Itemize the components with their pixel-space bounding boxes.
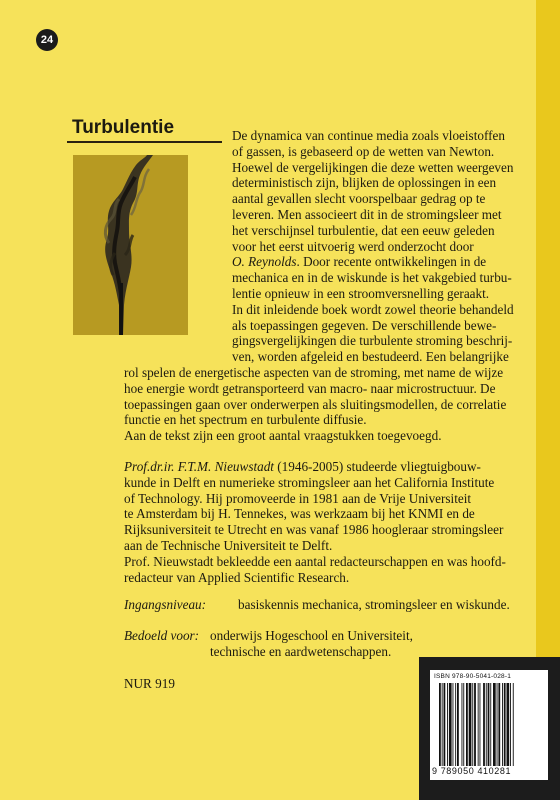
text-line: hoe energie wordt getransporteerd van macro- naar microstructuur. De	[124, 380, 496, 396]
barcode-bar	[469, 683, 472, 766]
barcode-bar	[504, 683, 506, 766]
text-line: lentie opnieuw in een stroomversnelling geraakt.	[232, 285, 490, 301]
barcode-bar	[457, 683, 459, 766]
isbn-text: ISBN 978-90-5041-028-1	[434, 673, 512, 680]
text-line: leveren. Men associeert dit in de stromingsleer met	[232, 206, 502, 222]
text-line: technische en aardwetenschappen.	[210, 643, 392, 659]
barcode-bar	[490, 683, 491, 766]
text-line: aan de Technische Universiteit te Delft.	[124, 537, 333, 553]
text-line: gingsvergelijkingen die turbulente stroming beschrij-	[232, 333, 513, 349]
reynolds-rest: . Door recente ontwikkelingen in de	[296, 254, 487, 270]
barcode-bar	[444, 683, 446, 766]
text-line: kunde in Delft en numerieke stromingsleer aan het California Institute	[124, 474, 495, 490]
intended-for-label: Bedoeld voor:	[124, 628, 200, 643]
barcode-bar	[442, 683, 443, 766]
text-line: Rijksuniversiteit te Utrecht en was vanaf 1986 hoogleraar stromingsleer	[124, 522, 504, 538]
description-paragraph-wide	[124, 365, 506, 444]
barcode-bar	[486, 683, 487, 766]
text-line: het verschijnsel turbulentie, dat een eeuw geleden	[232, 222, 495, 238]
barcode-bar	[453, 683, 454, 766]
text-line: te Amsterdam bij H. Tennekes, was werkzaam bij het KNMI en de	[124, 506, 475, 522]
text-line: als toepassingen gegeven. De verschillende bewe-	[232, 317, 497, 333]
barcode-bar	[502, 683, 503, 766]
author-first-rest: (1946-2005) studeerde vliegtuigbouw-	[273, 459, 481, 474]
barcode-bar	[455, 683, 456, 766]
book-title: Turbulentie	[72, 117, 175, 138]
barcode-bar	[466, 683, 468, 766]
text-line: Aan de tekst zijn een groot aantal vraagstukken toegevoegd.	[124, 428, 442, 444]
barcode-bar	[498, 683, 500, 766]
text-line: functie en het spectrum en turbulente diffusie.	[124, 412, 367, 428]
barcode-bar	[474, 683, 476, 766]
entry-level-value: basiskennis mechanica, stromingsleer en wiskunde.	[238, 597, 510, 612]
barcode-bar	[493, 683, 496, 766]
title-rule	[67, 141, 222, 143]
reynolds-name: O. Reynolds	[232, 254, 297, 270]
text-line: of gassen, is gebaseerd op de wetten van Newton.	[232, 143, 495, 159]
barcode-bar	[462, 683, 463, 766]
text-line: De dynamica van continue media zoals vloeistoffen	[232, 128, 505, 143]
text-line: deterministisch zijn, blijken de oplossingen in een	[232, 175, 497, 191]
barcode-bar	[510, 683, 511, 766]
text-line	[232, 254, 514, 270]
text-line: of Technology. Hij promoveerde in 1981 aan de Vrije Universiteit	[124, 490, 472, 506]
author-paragraph	[124, 459, 506, 585]
intended-for-value	[210, 628, 413, 660]
barcode-bar	[497, 683, 498, 766]
text-line: mechanica en in de wiskunde is het vakgebied turbu-	[232, 270, 512, 286]
author-name: Prof.dr.ir. F.T.M. Nieuwstadt	[124, 459, 274, 474]
description-paragraph-right	[232, 128, 514, 365]
barcode-bar	[483, 683, 485, 766]
barcode-bar	[447, 683, 448, 766]
isbn-digits: 9 789050 410281	[432, 766, 512, 776]
barcode-bar	[488, 683, 490, 766]
text-line: Hoewel de vergelijkingen die deze wetten weergeven	[232, 159, 514, 175]
barcode-bar	[513, 683, 514, 766]
barcode-bar	[472, 683, 473, 766]
barcode-bar	[507, 683, 510, 766]
entry-level-label: Ingangsniveau:	[124, 597, 207, 612]
text-line	[124, 459, 506, 475]
text-line: toepassingen gaan over onderwerpen als sluitingsmodellen, de correlatie	[124, 396, 507, 412]
barcode-bar	[439, 683, 441, 766]
text-line: ven, worden afgeleid en bestudeerd. Een belangrijke	[232, 349, 509, 365]
barcode-bar	[480, 683, 481, 766]
text-line: redacteur van Applied Scientific Research.	[124, 569, 350, 585]
text-line: onderwijs Hogeschool en Universiteit,	[210, 628, 413, 643]
text-line: In dit inleidende boek wordt zowel theorie behandeld	[232, 301, 514, 317]
text-line: rol spelen de energetische aspecten van de stroming, met name de wijze	[124, 365, 504, 380]
barcode-bar	[478, 683, 479, 766]
smoke-plume-image	[73, 155, 188, 335]
text-line: Prof. Nieuwstadt bekleedde een aantal redacteurschappen en was hoofd-	[124, 553, 506, 569]
text-line: voor het eerst uitvoerig werd onderzocht door	[232, 238, 474, 254]
series-number-badge: 24	[36, 29, 58, 51]
barcode-bar	[449, 683, 452, 766]
barcode-bars	[437, 683, 541, 766]
text-line: aantal gevallen slecht voorspelbaar gedrag op te	[232, 191, 486, 207]
nur-code: NUR 919	[124, 676, 175, 691]
barcode-bar	[463, 683, 464, 766]
